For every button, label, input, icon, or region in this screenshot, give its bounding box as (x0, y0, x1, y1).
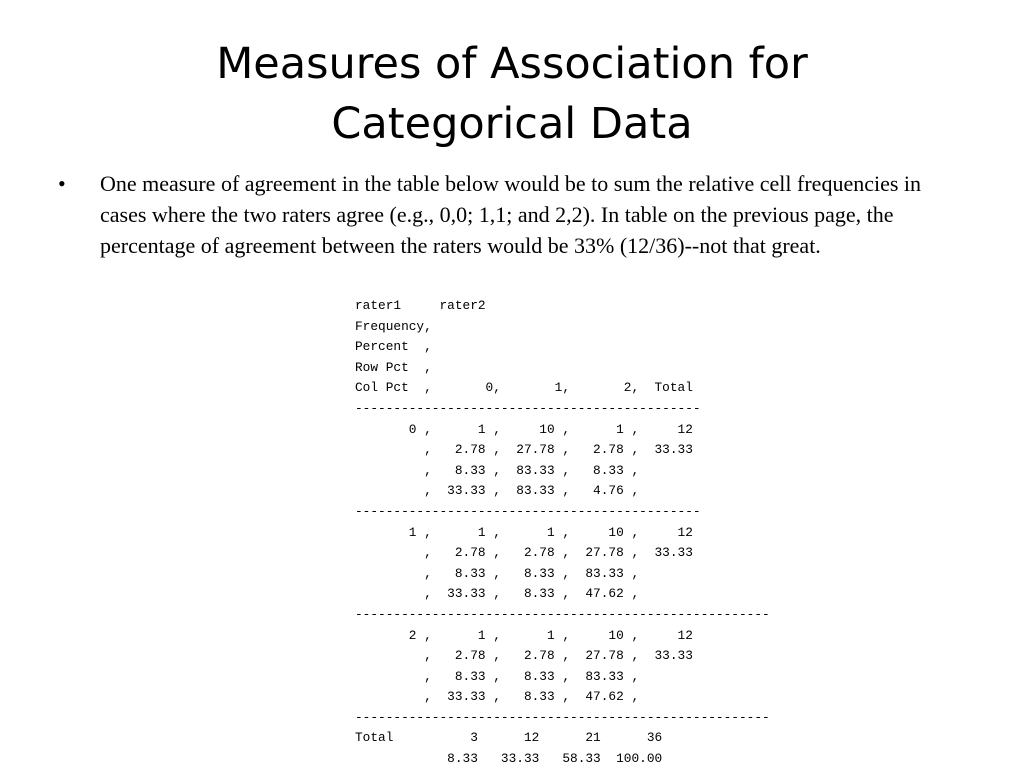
output-line: --------------------------------------------- (355, 503, 701, 519)
output-line: Total 3 12 21 36 (355, 730, 663, 746)
slide-title-line: Measures of Association for (216, 39, 808, 89)
output-line: , 2.78 , 27.78 , 2.78 , 33.33 (355, 442, 693, 458)
output-line: --------------------------------------------- (355, 400, 701, 416)
output-line: , 33.33 , 83.33 , 4.76 , (355, 483, 640, 499)
output-line: , 33.33 , 8.33 , 47.62 , (355, 586, 640, 602)
slide-title-line: Categorical Data (331, 99, 693, 149)
output-line: 8.33 33.33 58.33 100.00 (355, 751, 663, 767)
bullet-text: One measure of agreement in the table below would be to sum the relative cell frequencies in cases where the two raters agree (e.g., 0,0; 1,1; and 2,2). In table on the previous page, the percentage of agreement between the raters would be 33% (12/36)--not that great. (100, 171, 922, 258)
output-line: ------------------------------------------------------ (355, 606, 770, 622)
output-line: Percent , (355, 339, 432, 355)
crosstab-output (355, 296, 770, 770)
output-line: rater1 rater2 (355, 298, 486, 313)
bullet-list (58, 168, 978, 261)
output-line: , 8.33 , 8.33 , 83.33 , (355, 668, 640, 684)
output-line: , 2.78 , 2.78 , 27.78 , 33.33 (355, 545, 693, 561)
slide-title (112, 34, 912, 154)
output-line: Frequency, (355, 318, 432, 334)
output-line: Col Pct , 0, 1, 2, Total (355, 380, 693, 396)
output-line: , 8.33 , 83.33 , 8.33 , (355, 462, 640, 478)
output-line: 1 , 1 , 1 , 10 , 12 (355, 524, 693, 540)
bullet-dot-icon: • (58, 171, 66, 196)
output-line: Row Pct , (355, 359, 432, 375)
output-line: , 8.33 , 8.33 , 83.33 , (355, 565, 640, 581)
output-line: , 2.78 , 2.78 , 27.78 , 33.33 (355, 648, 693, 664)
output-line: 2 , 1 , 1 , 10 , 12 (355, 627, 693, 643)
output-line: , 33.33 , 8.33 , 47.62 , (355, 689, 640, 705)
output-line: 0 , 1 , 10 , 1 , 12 (355, 421, 693, 437)
output-line: ------------------------------------------------------ (355, 709, 770, 725)
